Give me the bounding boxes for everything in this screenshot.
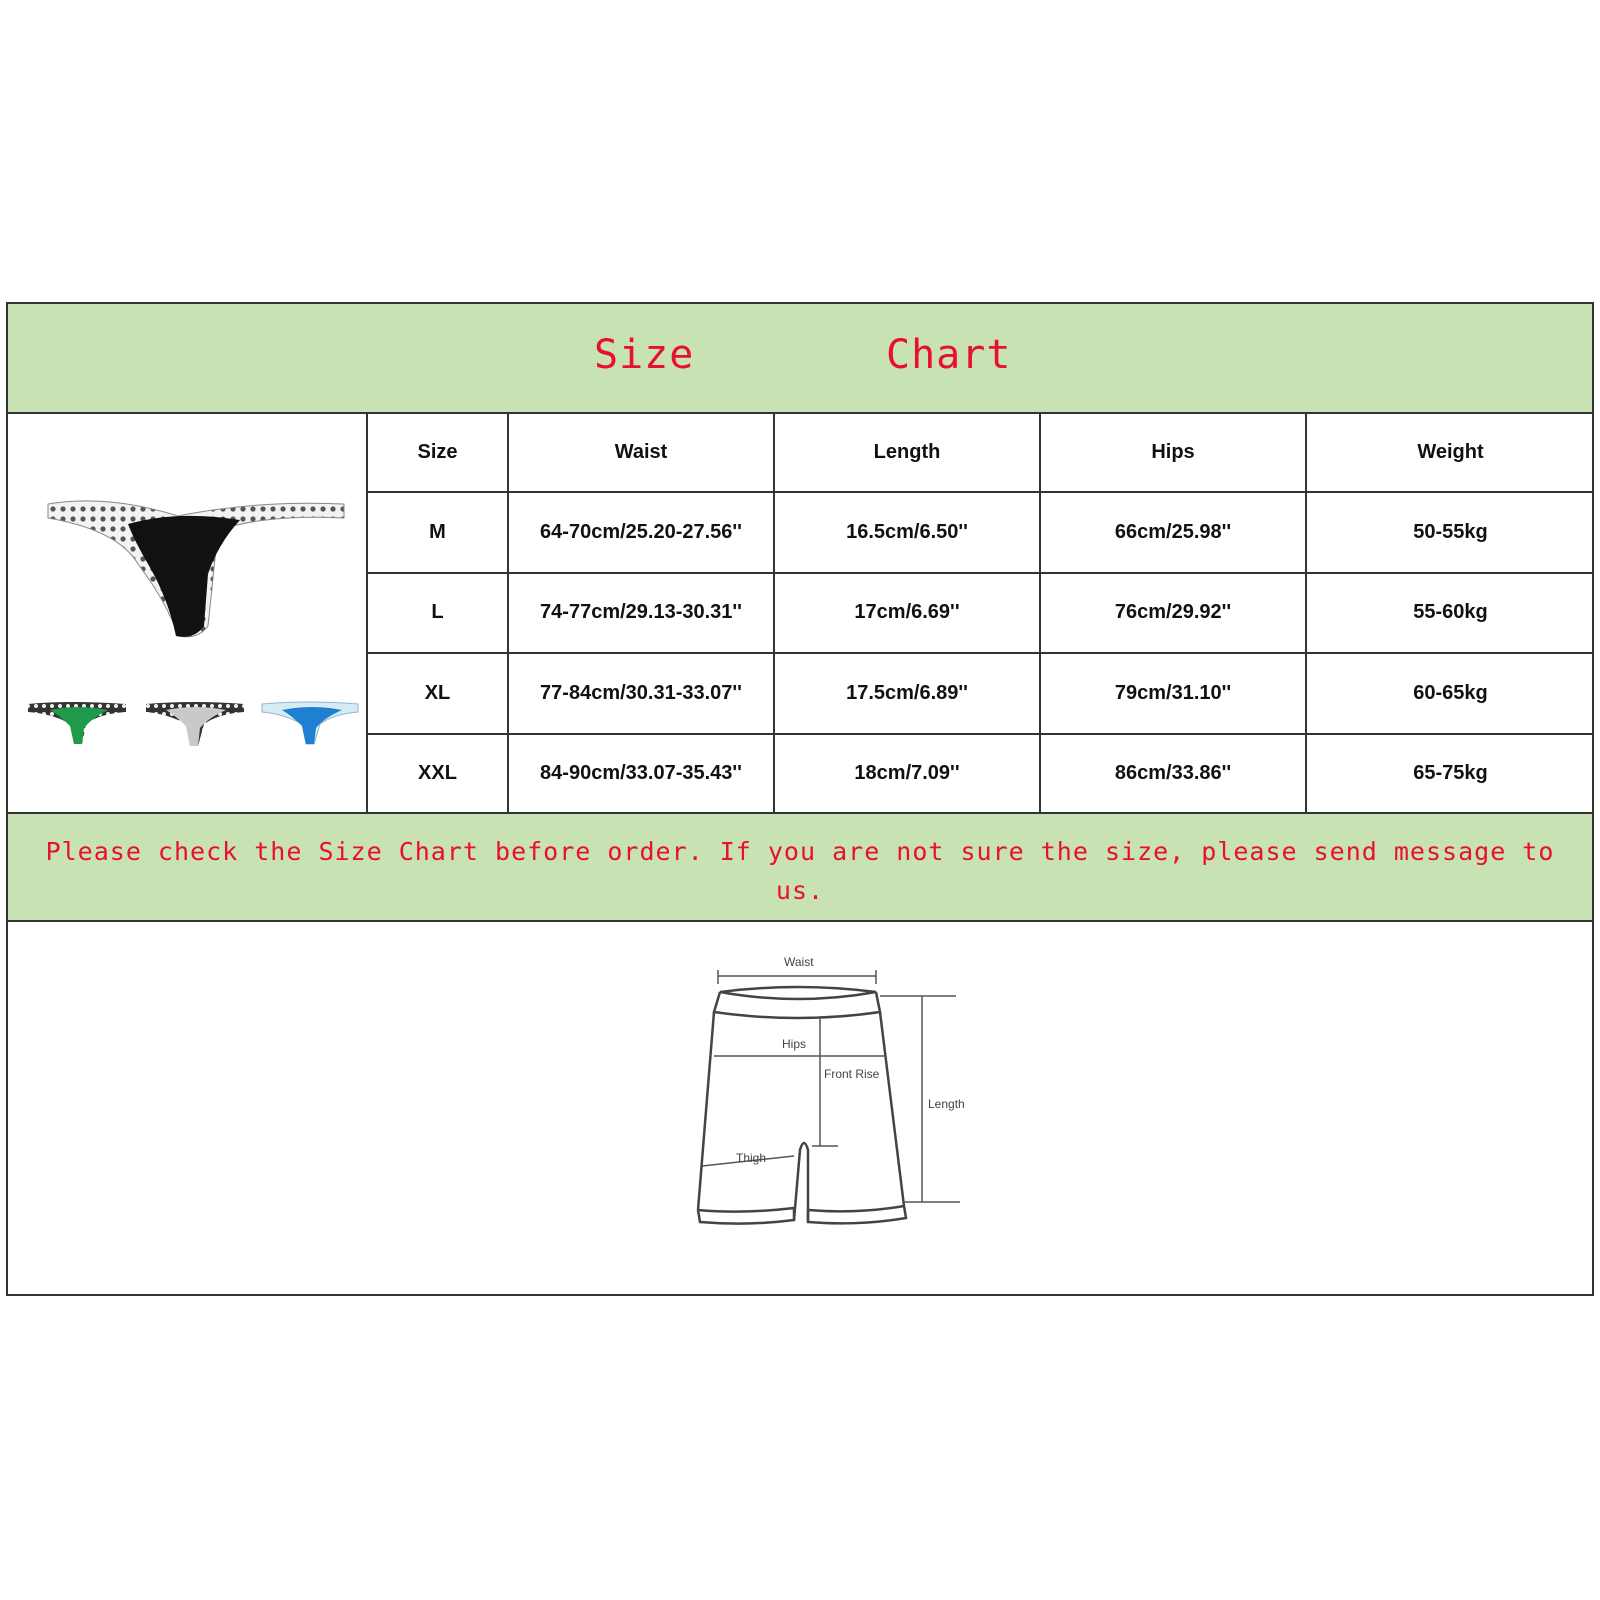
- cell-waist: 77-84cm/30.31-33.07'': [508, 653, 774, 734]
- green-thong-image: [28, 702, 126, 744]
- header-hips: Hips: [1040, 414, 1306, 492]
- cell-length: 17.5cm/6.89'': [774, 653, 1040, 734]
- waist-label: Waist: [784, 955, 814, 969]
- header-weight: Weight: [1306, 414, 1594, 492]
- cell-length: 17cm/6.69'': [774, 573, 1040, 654]
- cell-hips: 76cm/29.92'': [1040, 573, 1306, 654]
- header-size: Size: [368, 414, 508, 492]
- title-band: [8, 304, 1592, 414]
- cell-length: 18cm/7.09'': [774, 734, 1040, 812]
- note-band: [8, 814, 1592, 922]
- table-row: [368, 653, 1594, 734]
- size-grid: [8, 414, 1592, 814]
- table-header-row: [368, 414, 1594, 492]
- cell-size: XL: [368, 653, 508, 734]
- title-word-size: Size: [594, 332, 695, 378]
- measure-lines: [702, 970, 960, 1202]
- cell-hips: 79cm/31.10'': [1040, 653, 1306, 734]
- cell-weight: 55-60kg: [1306, 573, 1594, 654]
- cell-waist: 74-77cm/29.13-30.31'': [508, 573, 774, 654]
- thigh-label: Thigh: [736, 1151, 767, 1165]
- front-rise-label: Front Rise: [824, 1067, 880, 1081]
- hips-label: Hips: [782, 1037, 807, 1051]
- cell-weight: 60-65kg: [1306, 653, 1594, 734]
- measurement-diagram-area: [8, 922, 1592, 1294]
- cell-length: 16.5cm/6.50'': [774, 492, 1040, 573]
- cell-size: XXL: [368, 734, 508, 812]
- size-table: [368, 414, 1594, 812]
- grey-thong-image: [146, 702, 244, 746]
- table-row: [368, 492, 1594, 573]
- table-row: [368, 573, 1594, 654]
- measurement-diagram: [8, 922, 1592, 1294]
- black-thong-image: [48, 501, 344, 637]
- cell-size: M: [368, 492, 508, 573]
- size-note: Please check the Size Chart before order. If you are not sure the size, please send message to us.: [45, 837, 1555, 905]
- size-chart-sheet: [6, 302, 1594, 1296]
- length-label: Length: [928, 1097, 965, 1111]
- shorts-outline: [698, 987, 906, 1224]
- header-waist: Waist: [508, 414, 774, 492]
- cell-hips: 86cm/33.86'': [1040, 734, 1306, 812]
- cell-weight: 50-55kg: [1306, 492, 1594, 573]
- cell-hips: 66cm/25.98'': [1040, 492, 1306, 573]
- cell-weight: 65-75kg: [1306, 734, 1594, 812]
- cell-waist: 64-70cm/25.20-27.56'': [508, 492, 774, 573]
- title-word-chart: Chart: [886, 332, 1012, 378]
- table-row: [368, 734, 1594, 812]
- cell-waist: 84-90cm/33.07-35.43'': [508, 734, 774, 812]
- product-photos: [8, 414, 364, 812]
- header-length: Length: [774, 414, 1040, 492]
- cell-size: L: [368, 573, 508, 654]
- blue-thong-image: [262, 702, 358, 744]
- product-image-cell: [8, 414, 368, 812]
